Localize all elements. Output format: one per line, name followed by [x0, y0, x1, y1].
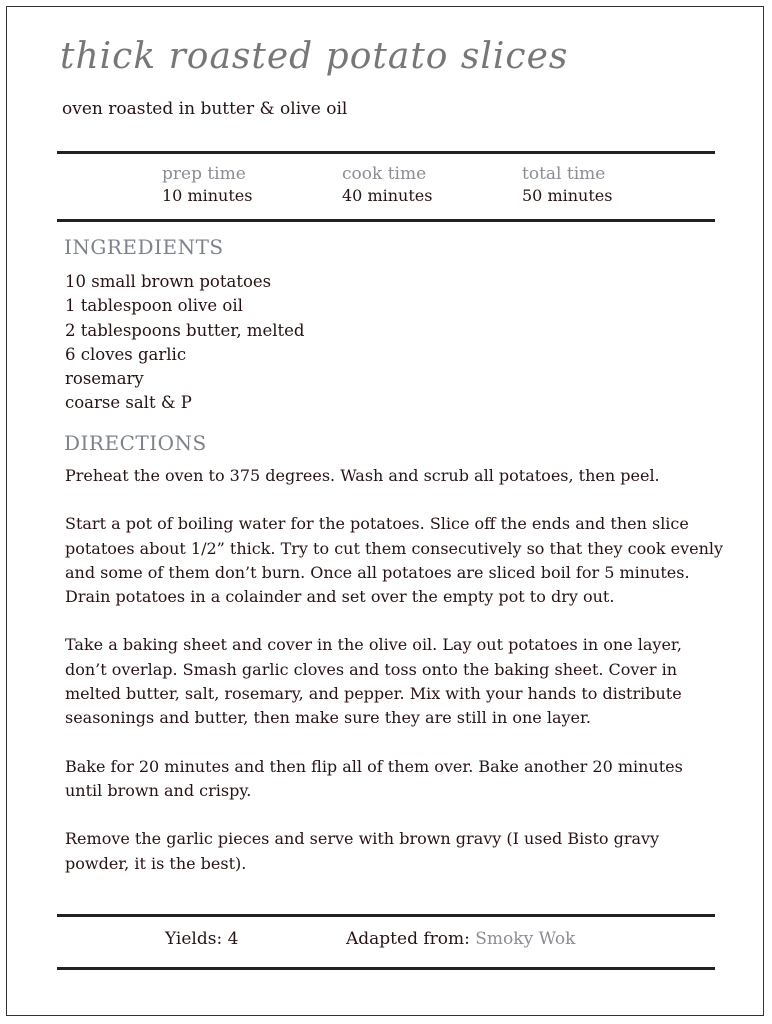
adapted-source-link[interactable]: Smoky Wok [475, 929, 576, 949]
prep-time-label: prep time [162, 164, 246, 184]
direction-step: Remove the garlic pieces and serve with brown gravy (I used Bisto gravy powder, it is the best). [65, 829, 660, 873]
ingredient-item: 10 small brown potatoes [65, 272, 272, 291]
divider-top [57, 151, 715, 154]
cook-time-block [342, 163, 432, 207]
divider-footer-bottom [57, 967, 715, 970]
cook-time-label: cook time [342, 164, 427, 184]
ingredients-heading: INGREDIENTS [64, 235, 224, 259]
ingredient-item: coarse salt & P [65, 393, 192, 413]
adapted-from-label: Adapted from: [346, 929, 470, 949]
ingredient-item: 1 tablespoon olive oil [65, 296, 243, 316]
ingredient-item: rosemary [65, 369, 144, 389]
divider-times [57, 219, 715, 222]
prep-time-value: 10 minutes [162, 186, 253, 205]
recipe-title: thick roasted potato slices [60, 36, 569, 77]
ingredient-item: 2 tablespoons butter, melted [65, 320, 305, 340]
adapted-from [346, 929, 575, 949]
prep-time-block [162, 163, 252, 207]
direction-step: Bake for 20 minutes and then flip all of them over. Bake another 20 minutes until brown and crispy. [65, 756, 683, 800]
total-time-label: total time [522, 164, 606, 184]
divider-footer-top [57, 914, 715, 917]
yields-text: Yields: 4 [165, 929, 239, 949]
directions-body [65, 464, 725, 900]
directions-heading: DIRECTIONS [64, 431, 207, 455]
direction-step: Take a baking sheet and cover in the olive oil. Lay out potatoes in one layer, don’t overlap. Smash garlic cloves and toss onto the baking sheet. Cover in melted butter, salt, rosemary, and pepper. Mix with your hands to distribute seasonings and butter, then make sure they are still in one layer. [65, 635, 682, 728]
ingredient-item: 6 cloves garlic [65, 344, 187, 364]
cook-time-value: 40 minutes [342, 186, 433, 205]
total-time-value: 50 minutes [522, 186, 613, 205]
recipe-subtitle: oven roasted in butter & olive oil [62, 99, 348, 119]
direction-step: Start a pot of boiling water for the potatoes. Slice off the ends and then slice potatoes about 1/2” thick. Try to cut them consecutively so that they cook evenly and some of them don’t burn. Once all potatoes are sliced boil for 5 minutes. Drain potatoes in a colainder and set over the empty pot to dry out. [65, 514, 724, 607]
total-time-block [522, 163, 612, 207]
ingredients-list [65, 270, 304, 416]
direction-step: Preheat the oven to 375 degrees. Wash and scrub all potatoes, then peel. [65, 466, 660, 485]
